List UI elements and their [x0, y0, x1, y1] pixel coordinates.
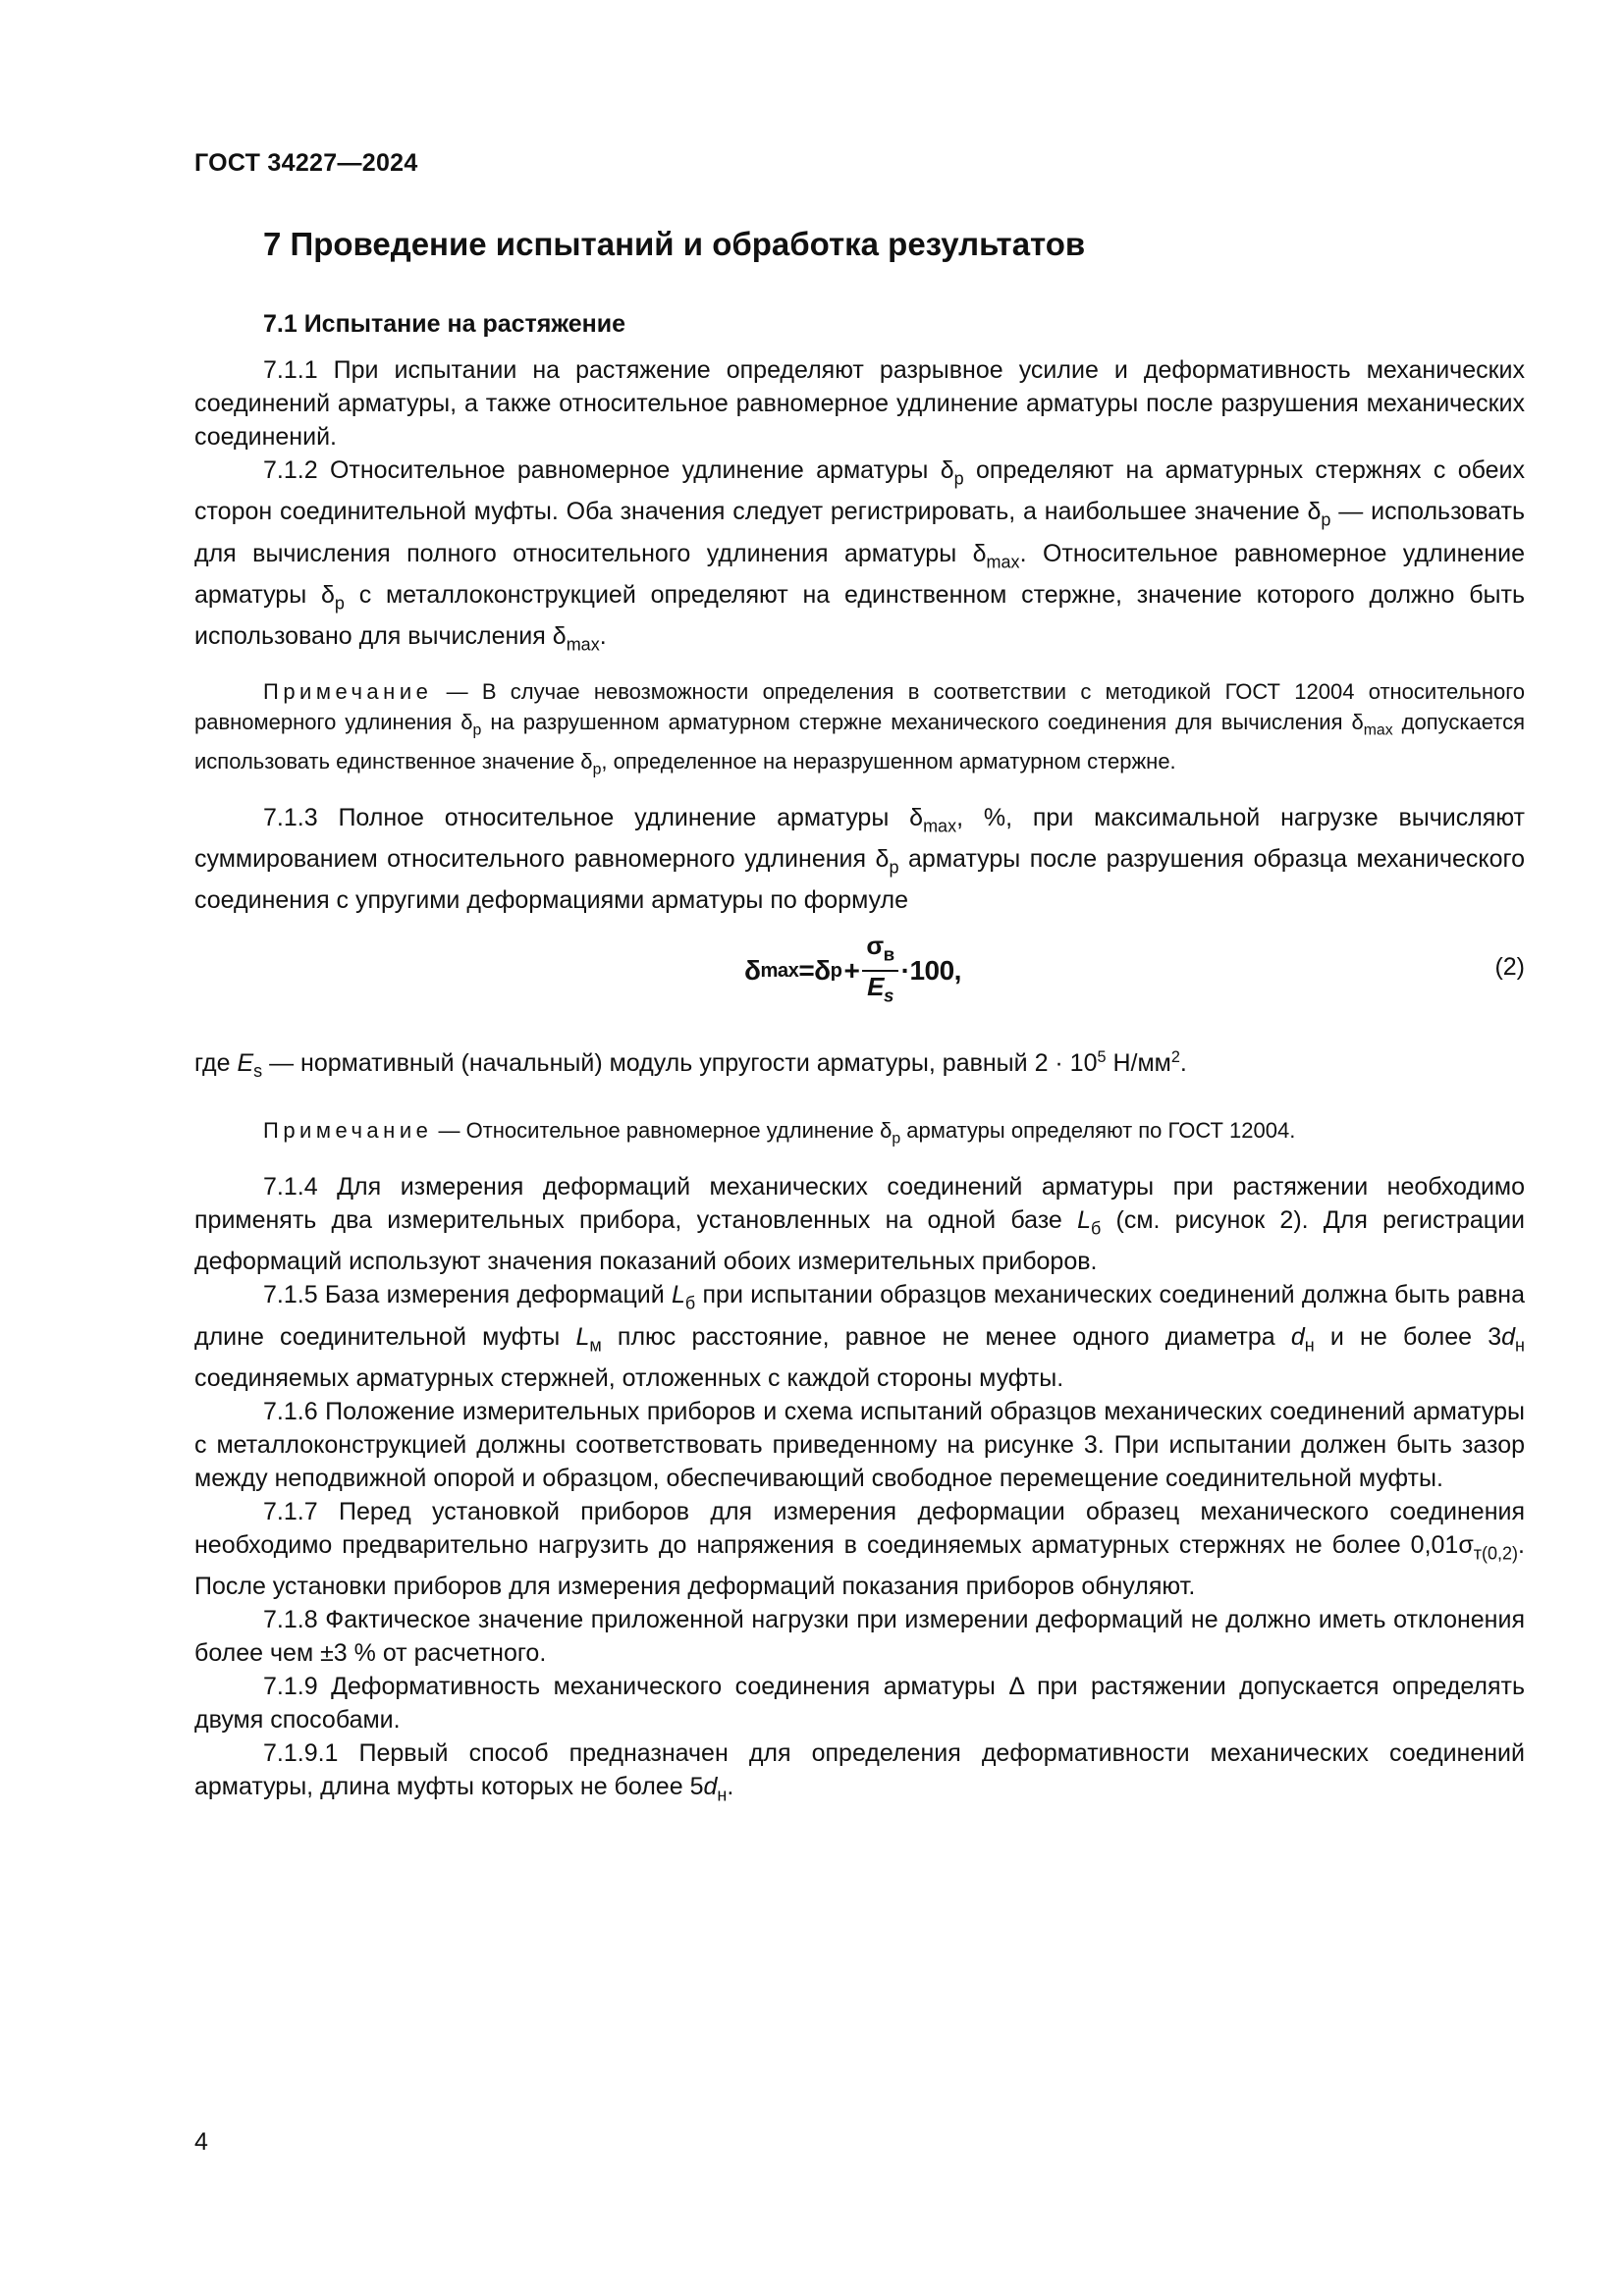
section-heading: 7 Проведение испытаний и обработка результатов	[263, 226, 1086, 262]
paragraph-7-1-9: 7.1.9 Деформативность механического соединения арматуры Δ при растяжении допускается определять двумя способами.	[194, 1673, 1525, 1735]
document-body	[194, 353, 1525, 1811]
paragraph-7-1-1: 7.1.1 При испытании на растяжение определяют разрывное усилие и деформативность механических соединений арматуры, а также относительное равномерное удлинение арматуры после разрушения механических соединений.	[194, 356, 1525, 451]
formula-2	[194, 925, 1525, 1027]
note-label: Примечание	[263, 679, 433, 705]
formula-explanation: где $E_s$ — нормативный (начальный) модуль упругости арматуры, равный $2 \cdot 10^5$ $Н/мм^2$.	[194, 1048, 1187, 1082]
note-1: Примечание — В случае невозможности определения в соответствии с методикой ГОСТ 12004 относительного равномерного удлинения $\delta_р$ на разрушенном арматурном стержне механического соединения для вычисления $\delta_{max}$ допускается использовать единственное значение $\delta_р$, определенное на неразрушенном арматурном стержне.	[194, 679, 1525, 778]
formula-expression: δ max =δ р + $\frac{\sigma_в}{E_s}$ ·100,	[744, 931, 961, 1010]
subsection-heading: 7.1 Испытание на растяжение	[263, 310, 626, 338]
formula-fraction: $\frac{\sigma_в}{E_s}$	[862, 931, 897, 1010]
variable-symbol: L	[672, 1281, 685, 1309]
variable-symbol: E	[237, 1049, 254, 1078]
paragraph-7-1-6: 7.1.6 Положение измерительных приборов и схема испытаний образцов механических соединений арматуры с металлоконструкцией должны соответствовать приведенному на рисунке 3. При испытании должен быть зазор между неподвижной опорой и образцом, обеспечивающий свободное перемещение соединительной муфты.	[194, 1397, 1525, 1492]
variable-symbol: L	[1077, 1205, 1091, 1234]
note-2: Примечание — Относительное равномерное удлинение $\delta_р$ арматуры определяют по ГОСТ 12004.	[263, 1118, 1296, 1148]
paragraph-7-1-3: 7.1.3 Полное относительное удлинение арматуры $\delta_{max}$, %, при максимальной нагрузке вычисляют суммированием относительного равномерного удлинения $\delta_р$ арматуры после разрушения образца механического соединения с упругими деформациями арматуры по формуле	[194, 803, 1526, 915]
document-page	[194, 0, 1525, 2296]
paragraph-7-1-4: 7.1.4 Для измерения деформаций механических соединений арматуры при растяжении необходимо применять два измерительных прибора, установленных на одной базе $L_б$ (см. рисунок 2). Для регистрации деформаций используют значения показаний обоих измерительных приборов.	[194, 1172, 1525, 1276]
page-number: 4	[194, 2128, 208, 2156]
paragraph-7-1-9-1: 7.1.9.1 Первый способ предназначен для определения деформативности механических соединений арматуры, длина муфты которых не более $5d_н$.	[194, 1739, 1525, 1805]
paragraph-7-1-7: 7.1.7 Перед установкой приборов для измерения деформации образец механического соединения необходимо предварительно нагрузить до напряжения в соединяемых арматурных стержнях не более $0,01\sigma_{т(0,2)}$. После установки приборов для измерения деформаций показания приборов обнуляют.	[194, 1497, 1525, 1601]
paragraph-7-1-8: 7.1.8 Фактическое значение приложенной нагрузки при измерении деформаций не должно иметь отклонения более чем ±3 % от расчетного.	[194, 1606, 1525, 1668]
paragraph-7-1-5: 7.1.5 База измерения деформаций $L_б$ при испытании образцов механических соединений должна быть равна длине соединительной муфты $L_м$ плюс расстояние, равное не менее одного диаметра $d_н$ и не более $3d_н$ соединяемых арматурных стержней, отложенных с каждой стороны муфты.	[194, 1281, 1525, 1392]
paragraph-7-1-2: 7.1.2 Относительное равномерное удлинение арматуры $\delta_р$ определяют на арматурных стержнях с обеих сторон соединительной муфты. Оба значения следует регистрировать, а наибольшее значение $\delta_р$ — использовать для вычисления полного относительного удлинения арматуры $\delta_{max}$. Относительное равномерное удлинение арматуры $\delta_р$ с металлоконструкцией определяют на единственном стержне, значение которого должно быть использовано для вычисления $\delta_{max}$.	[194, 456, 1525, 655]
variable-symbol: d	[703, 1773, 718, 1801]
variable-symbol: d	[1501, 1322, 1516, 1351]
formula-number: (2)	[1494, 953, 1525, 982]
note-label: Примечание	[263, 1118, 433, 1144]
variable-symbol: d	[1290, 1322, 1305, 1351]
standard-designation: ГОСТ 34227—2024	[194, 149, 418, 177]
variable-symbol: L	[575, 1322, 590, 1351]
